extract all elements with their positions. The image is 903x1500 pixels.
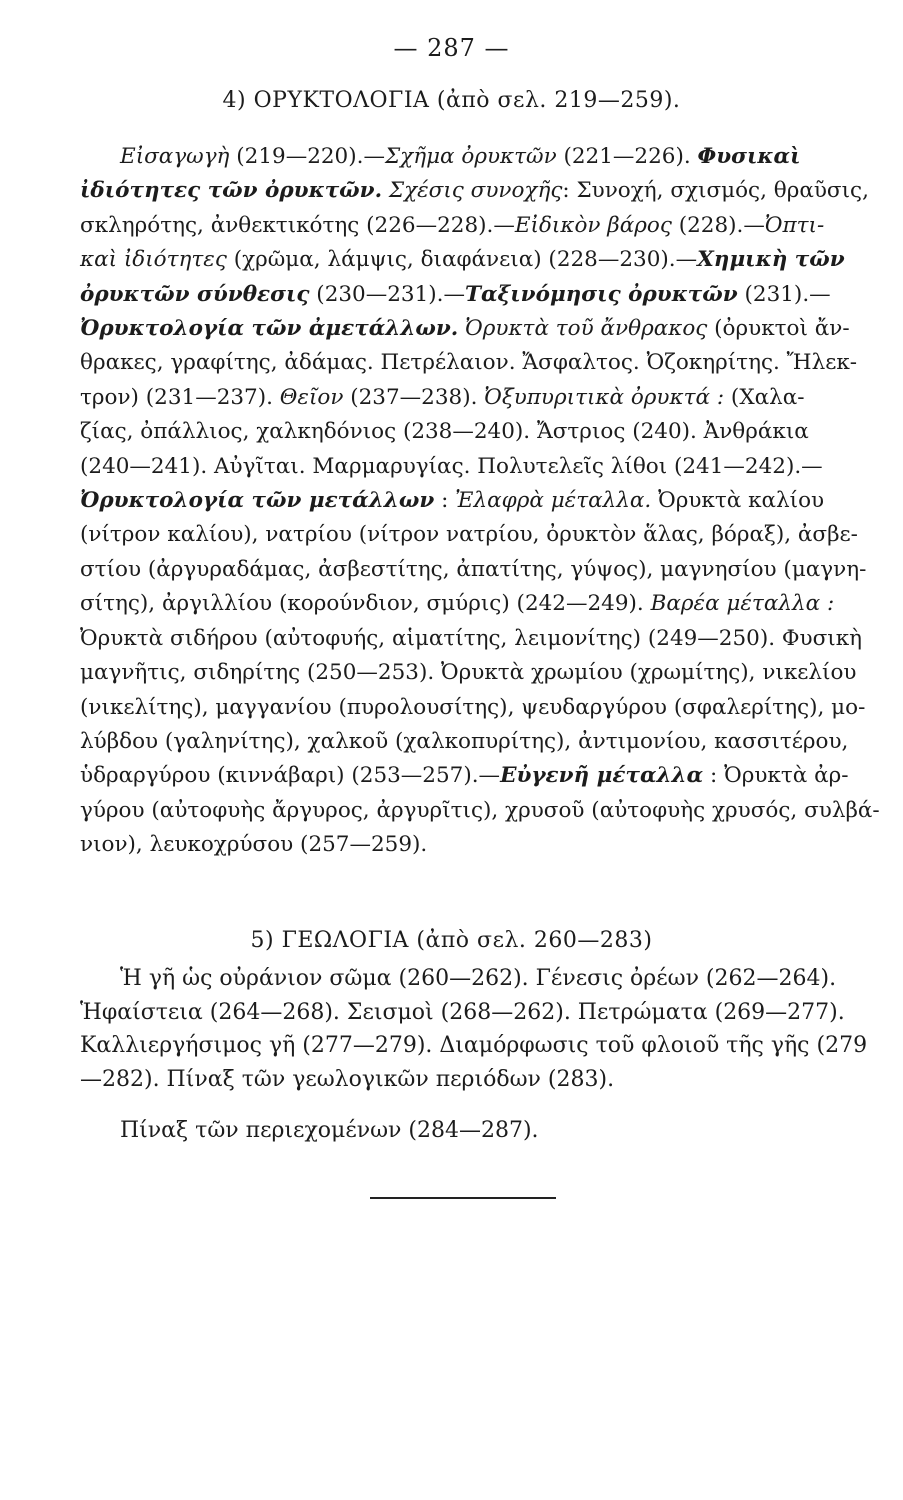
- text-run: :: [434, 488, 456, 514]
- text-run: (νίτρον καλίου), νατρίου (νίτρον νατρίου, ὀρυκτὸν ἅλας, βόραξ), ἀσβε-: [80, 522, 858, 548]
- geology-contents-paragraph: [80, 962, 868, 1096]
- mineralogy-line: [80, 656, 857, 690]
- text-run: τρον) (231—237).: [80, 384, 280, 410]
- page-number: — 287 —: [393, 34, 510, 62]
- text-run: : Συνοχή, σχισμός, θραῦσις,: [562, 178, 869, 204]
- mineralogy-line: [80, 140, 828, 174]
- text-run: (ὀρυκτοὶ ἄν-: [707, 316, 850, 342]
- italic-term: Βαρέα μέταλλα :: [650, 591, 835, 617]
- mineralogy-line: [80, 209, 828, 243]
- text-run: (221—226).: [556, 144, 698, 169]
- mineralogy-line: [80, 346, 858, 380]
- text-run: θρακες, γραφίτης, ἀδάμας. Πετρέλαιον. Ἄσφαλτος. Ὀζοκηρίτης. Ἤλεκ-: [80, 350, 858, 376]
- italic-term: Ὀπτι-: [764, 212, 825, 238]
- geology-line: Ἡφαίστεια (264—268). Σεισμοὶ (268—262). Πετρώματα (269—277).: [80, 999, 845, 1025]
- text-run: ζίας, ὀπάλλιος, χαλκηδόνιος (238—240). Ἄστριος (240). Ἀνθράκια: [80, 419, 809, 445]
- text-run: (240—241). Αὐγῖται. Μαρμαρυγίας. Πολυτελεῖς λίθοι (241—242).—: [80, 453, 823, 479]
- text-run: σίτης), ἀργιλλίου (κορούνδιον, σμύρις) (242—249).: [80, 591, 651, 617]
- mineralogy-line: [80, 312, 850, 346]
- mineralogy-line: [80, 828, 828, 862]
- mineralogy-line: [80, 243, 845, 277]
- text-run: σκληρότης, ἀνθεκτικότης (226—228).—: [80, 212, 515, 238]
- text-run: λύβδου (γαληνίτης), χαλκοῦ (χαλκοπυρίτης), ἀντιμονίου, κασσιτέρου,: [80, 728, 849, 754]
- text-run: (228).—: [671, 212, 765, 238]
- mineralogy-line: [80, 587, 835, 621]
- italic-term: Σχῆμα ὀρυκτῶν: [384, 144, 557, 169]
- geology-line: —282). Πίναξ τῶν γεωλογικῶν περιόδων (283).: [80, 1066, 615, 1092]
- section-heading-mineralogy: 4) ΟΡΥΚΤΟΛΟΓΙΑ (ἀπὸ σελ. 219—259).: [222, 88, 681, 113]
- italic-term: καὶ ἰδιότητες: [80, 247, 227, 273]
- table-of-contents-line: Πίναξ τῶν περιεχομένων (284—287).: [120, 1118, 539, 1143]
- bold-term: Χημικὴ τῶν: [697, 247, 845, 273]
- mineralogy-line: [80, 450, 828, 484]
- mineralogy-line: [80, 518, 858, 552]
- mineralogy-line: [80, 725, 849, 759]
- bold-term: Φυσικαὶ: [697, 144, 801, 169]
- italic-term: Σχέσις συνοχῆς: [388, 178, 563, 204]
- geology-line: Καλλιεργήσιμος γῆ (277—279). Διαμόρφωσις τοῦ φλοιοῦ τῆς γῆς (279: [80, 1033, 868, 1058]
- mineralogy-line: [80, 759, 849, 793]
- text-run: (230—231).—: [309, 281, 465, 307]
- italic-term: Ὀρυκτὰ τοῦ ἄνθρακος: [465, 316, 708, 342]
- text-run: (χρῶμα, λάμψις, διαφάνεια) (228—230).—: [226, 247, 698, 273]
- italic-term: Εἰσαγωγὴ: [120, 144, 230, 169]
- end-rule-divider: [370, 1197, 556, 1199]
- text-run: γύρου (αὐτοφυὴς ἄργυρος, ἀργυρῖτις), χρυσοῦ (αὐτοφυὴς χρυσός, συλβά-: [80, 797, 880, 823]
- bold-term: ἰδιότητες τῶν ὀρυκτῶν.: [80, 178, 383, 204]
- mineralogy-line: [80, 381, 828, 415]
- mineralogy-line: [80, 484, 828, 518]
- bold-term: Ὀρυκτολογία τῶν μετάλλων: [80, 488, 435, 514]
- text-run: [382, 178, 389, 203]
- mineralogy-line: [80, 622, 863, 656]
- text-run: μαγνῆτις, σιδηρίτης (250—253). Ὀρυκτὰ χρωμίου (χρωμίτης), νικελίου: [80, 660, 857, 686]
- italic-term: Εἰδικὸν βάρος: [514, 212, 672, 238]
- mineralogy-line: [80, 278, 831, 312]
- mineralogy-contents-paragraph: [80, 140, 880, 863]
- section-heading-geology: 5) ΓΕΩΛΟΓΙΑ (ἀπὸ σελ. 260—283): [250, 928, 653, 953]
- text-run: (237—238).: [343, 384, 485, 410]
- bold-term: Ὀρυκτολογία τῶν ἀμετάλλων.: [80, 316, 459, 342]
- text-run: νιον), λευκοχρύσου (257—259).: [80, 832, 428, 858]
- text-run: (Χαλα-: [724, 384, 805, 410]
- text-run: (νικελίτης), μαγγανίου (πυρολουσίτης), ψευδαργύρου (σφαλερίτης), μο-: [80, 694, 866, 720]
- bold-term: Ταξινόμησις ὀρυκτῶν: [465, 281, 738, 307]
- italic-term: Ἐλαφρὰ μέταλλα.: [455, 488, 652, 514]
- mineralogy-line: [80, 794, 880, 828]
- text-run: : Ὀρυκτὰ ἀρ-: [703, 763, 849, 789]
- text-run: στίου (ἀργυραδάμας, ἀσβεστίτης, ἀπατίτης, γύψος), μαγνησίου (μαγνη-: [80, 556, 867, 582]
- italic-term: Θεῖον: [279, 384, 344, 410]
- mineralogy-line: [80, 691, 866, 725]
- text-run: (231).—: [737, 281, 831, 307]
- italic-term: Ὀξυπυριτικὰ ὀρυκτά :: [484, 384, 725, 410]
- text-run: Ὀρυκτὰ καλίου: [651, 488, 825, 514]
- bold-term: ὀρυκτῶν σύνθεσις: [80, 281, 310, 307]
- text-run: Ὀρυκτὰ σιδήρου (αὐτοφυής, αἱματίτης, λειμονίτης) (249—250). Φυσικὴ: [80, 625, 863, 651]
- geology-line: Ἡ γῆ ὡς οὐράνιον σῶμα (260—262). Γένεσις ὀρέων (262—264).: [120, 966, 837, 991]
- mineralogy-line: [80, 553, 867, 587]
- text-run: (219—220).—: [229, 144, 385, 169]
- mineralogy-line: [80, 174, 869, 208]
- mineralogy-line: [80, 415, 828, 449]
- text-run: ὑδραργύρου (κιννάβαρι) (253—257).—: [80, 763, 501, 789]
- bold-term: Εὐγενῆ μέταλλα: [500, 763, 704, 789]
